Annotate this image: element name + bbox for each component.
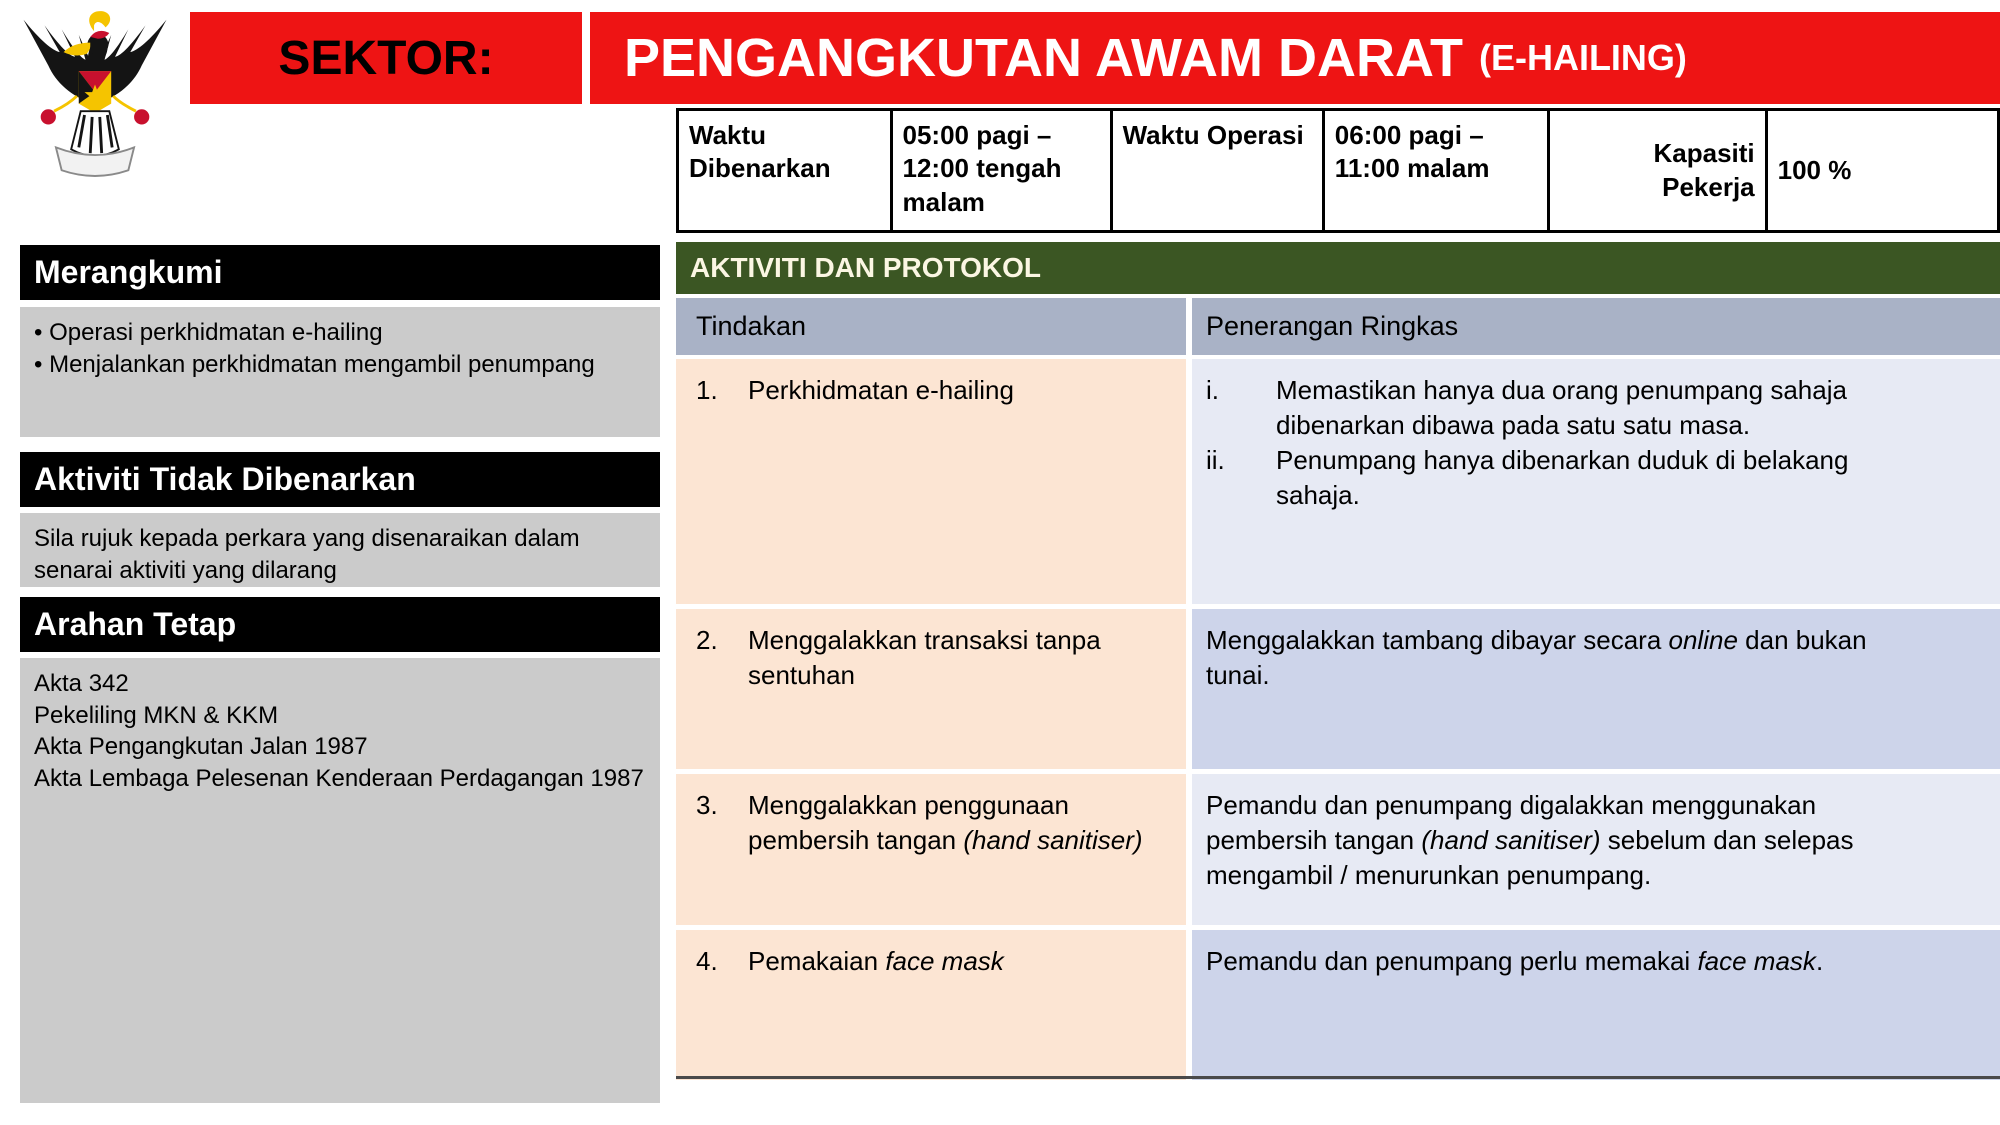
- tindakan-text: Menggalakkan penggunaan pembersih tangan (hand sanitiser): [748, 790, 1143, 856]
- penerangan-list-item: [1206, 373, 1930, 443]
- sector-label: SEKTOR:: [278, 31, 494, 85]
- sector-label-bar: [190, 12, 582, 104]
- waktu-operasi-value: 06:00 pagi – 11:00 malam: [1325, 111, 1550, 230]
- tindakan-text: Pemakaian face mask: [748, 946, 1004, 976]
- penerangan-text: Pemandu dan penumpang perlu memakai face mask.: [1206, 946, 1824, 976]
- penerangan-list-item: [1206, 443, 1930, 513]
- waktu-operasi-label: Waktu Operasi: [1113, 111, 1325, 230]
- roman-marker: ii.: [1206, 445, 1225, 476]
- protocol-row: [676, 359, 2000, 604]
- row-number: 2.: [696, 625, 718, 655]
- penerangan-cell: [1192, 774, 2000, 925]
- penerangan-text: Memastikan hanya dua orang penumpang sahaja dibenarkan dibawa pada satu satu masa.: [1276, 375, 1847, 441]
- tindakan-text: Menggalakkan transaksi tanpa sentuhan: [748, 625, 1101, 691]
- section-header-aktiviti-tidak-dibenarkan: Aktiviti Tidak Dibenarkan: [20, 452, 660, 507]
- tindakan-text: Perkhidmatan e-hailing: [748, 375, 1014, 405]
- penerangan-cell: [1192, 930, 2000, 1080]
- waktu-dibenarkan-value: 05:00 pagi – 12:00 tengah malam: [893, 111, 1113, 230]
- sector-title-suffix: (E-HAILING): [1478, 37, 1687, 78]
- section-body-aktiviti-tidak-dibenarkan: [20, 513, 660, 587]
- roman-marker: i.: [1206, 375, 1219, 405]
- text-line: Akta Lembaga Pelesenan Kenderaan Perdagangan 1987: [34, 765, 644, 793]
- section-body-arahan-tetap: [20, 658, 660, 1103]
- protocol-row: [676, 609, 2000, 769]
- text-line: Sila rujuk kepada perkara yang disenaraikan dalam senarai aktiviti yang dilarang: [34, 525, 580, 584]
- text-line: • Operasi perkhidmatan e-hailing: [34, 319, 383, 346]
- sector-title: PENGANGKUTAN AWAM DARAT: [624, 28, 1463, 88]
- penerangan-text: Menggalakkan tambang dibayar secara online dan bukan tunai.: [1206, 625, 1867, 691]
- protocol-rows: [676, 359, 2000, 1085]
- operating-hours-table: [676, 108, 2000, 233]
- tindakan-cell: [676, 774, 1186, 925]
- section-header-merangkumi: Merangkumi: [20, 245, 660, 300]
- table-bottom-border: [676, 1076, 2000, 1079]
- row-number: 3.: [696, 790, 718, 820]
- penerangan-text: Pemandu dan penumpang digalakkan menggunakan pembersih tangan (hand sanitiser) sebelum dan selepas mengambil / menurunkan penumpang.: [1206, 790, 1854, 891]
- kapasiti-pekerja-label: Kapasiti Pekerja: [1550, 111, 1767, 230]
- tindakan-cell: [676, 359, 1186, 604]
- text-line: Akta Pengangkutan Jalan 1987: [34, 733, 368, 761]
- tindakan-cell: [676, 609, 1186, 769]
- section-body-merangkumi: [20, 307, 660, 437]
- kapasiti-pekerja-value: 100 %: [1777, 154, 1852, 185]
- penerangan-cell: [1192, 609, 2000, 769]
- row-number: 1.: [696, 375, 718, 405]
- protocol-row: [676, 774, 2000, 925]
- tindakan-cell: [676, 930, 1186, 1080]
- section-header-arahan-tetap: Arahan Tetap: [20, 597, 660, 652]
- sarawak-crest-logo: [14, 4, 176, 186]
- penerangan-text: Penumpang hanya dibenarkan duduk di belakang sahaja.: [1276, 445, 1849, 511]
- sector-title-bar: [590, 12, 2000, 104]
- protocol-row: [676, 930, 2000, 1080]
- penerangan-cell: [1192, 359, 2000, 604]
- text-line: Pekeliling MKN & KKM: [34, 701, 279, 729]
- waktu-dibenarkan-label: Waktu Dibenarkan: [679, 111, 893, 230]
- text-line: • Menjalankan perkhidmatan mengambil penumpang: [34, 350, 595, 378]
- column-header-penerangan-ringkas: Penerangan Ringkas: [1192, 298, 2000, 355]
- protocol-column-headers: [676, 298, 2000, 355]
- row-number: 4.: [696, 946, 718, 976]
- protocol-table-title: AKTIVITI DAN PROTOKOL: [676, 242, 2000, 294]
- hornbill-crest-icon: [14, 4, 176, 186]
- column-header-tindakan: Tindakan: [676, 298, 1186, 355]
- text-line: Akta 342: [34, 670, 129, 697]
